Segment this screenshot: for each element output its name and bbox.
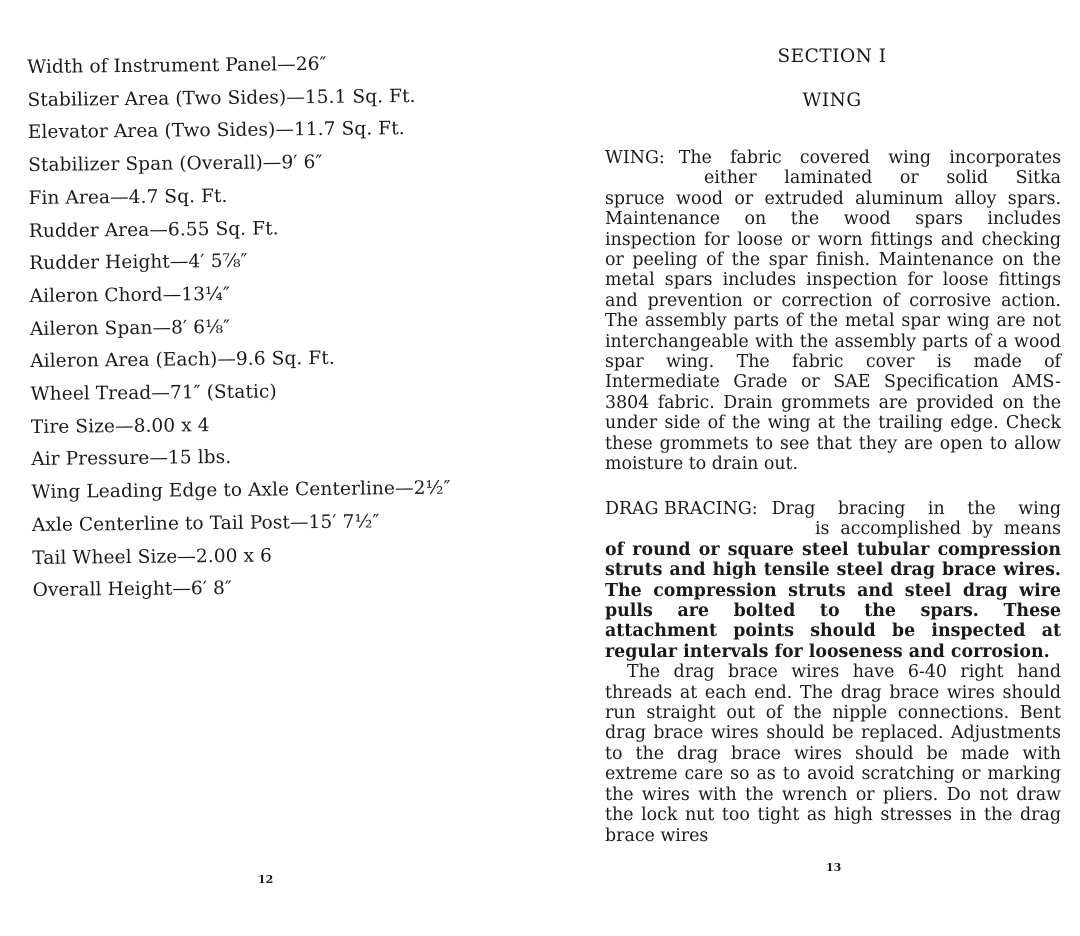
spec-aileron-chord: Aileron Chord—13¼″	[29, 283, 231, 307]
drag-bracing-body: of round or square steel tubular compression struts and high tensile steel drag brace wires. The compression struts and steel drag wire pulls are bolted to the spars. These attachment points should be inspected at regular intervals for looseness and corrosion.	[605, 539, 1061, 662]
spec-tire-size: Tire Size—8.00 x 4	[30, 414, 210, 438]
drag-brace-wires-paragraph: The drag brace wires have 6-40 right hand threads at each end. The drag brace wires should run straight out of the nipple connections. Bent drag brace wires should be replaced. Adjustments to the drag brace wires should be made with extreme care so as to avoid scratching or marking the wires with the wrench or pliers. Do not draw the lock nut too tight as high stresses in the drag brace wires	[605, 662, 1061, 846]
section-subtitle: WING	[802, 90, 862, 111]
right-page	[540, 0, 1080, 936]
wing-label: WING:	[605, 148, 665, 168]
spec-aileron-span: Aileron Span—8′ 6⅛″	[29, 316, 231, 340]
wing-paragraph	[605, 148, 1061, 475]
spec-overall-height: Overall Height—6′ 8″	[32, 578, 233, 602]
drag-first-line	[605, 499, 1061, 519]
wing-first-line	[605, 148, 1061, 168]
spec-air-pressure: Air Pressure—15 lbs.	[31, 447, 232, 471]
drag-bracing-section	[605, 499, 1061, 846]
drag-first-line-text: Drag bracing in the wing	[771, 499, 1061, 519]
drag-second-line: is accomplished by means	[815, 519, 1061, 540]
spec-leading-edge-to-axle: Wing Leading Edge to Axle Centerline—2½″	[31, 477, 451, 504]
spec-tail-wheel-size: Tail Wheel Size—2.00 x 6	[32, 545, 273, 569]
spec-aileron-area: Aileron Area (Each)—9.6 Sq. Ft.	[30, 348, 335, 373]
section-title: SECTION I	[777, 46, 887, 67]
drag-bracing-label: DRAG BRACING:	[605, 499, 758, 519]
page-number-left: 12	[258, 873, 274, 886]
spec-rudder-area: Rudder Area—6.55 Sq. Ft.	[28, 217, 279, 242]
spec-stabilizer-area: Stabilizer Area (Two Sides)—15.1 Sq. Ft.	[27, 85, 416, 111]
spec-width-instrument-panel: Width of Instrument Panel—26″	[27, 53, 327, 78]
spec-elevator-area: Elevator Area (Two Sides)—11.7 Sq. Ft.	[27, 118, 405, 144]
spec-axle-to-tail-post: Axle Centerline to Tail Post—15′ 7½″	[31, 511, 380, 536]
page-number-right: 13	[826, 861, 842, 874]
spec-stabilizer-span: Stabilizer Span (Overall)—9′ 6″	[28, 152, 323, 177]
spec-fin-area: Fin Area—4.7 Sq. Ft.	[28, 185, 228, 209]
spec-rudder-height: Rudder Height—4′ 5⅞″	[29, 250, 248, 275]
specifications-list	[27, 48, 452, 608]
wing-second-line: either laminated or solid Sitka	[704, 168, 1061, 189]
wing-first-line-text: The fabric covered wing incorporates	[678, 148, 1061, 168]
spec-wheel-tread: Wheel Tread—71″ (Static)	[30, 381, 277, 406]
wing-body: spruce wood or extruded aluminum alloy spars. Maintenance on the wood spars includes inspection for loose or worn fittings and checking or peeling of the spar finish. Maintenance on the metal spars includes inspection for loose fittings and prevention or correction of corrosive action. The assembly parts of the metal spar wing are not interchangeable with the assembly parts of a wood spar wing. The fabric cover is made of Intermediate Grade or SAE Specification AMS-3804 fabric. Drain grommets are provided on the under side of the wing at the trailing edge. Check these grommets to see that they are open to allow moisture to drain out.	[605, 188, 1061, 475]
